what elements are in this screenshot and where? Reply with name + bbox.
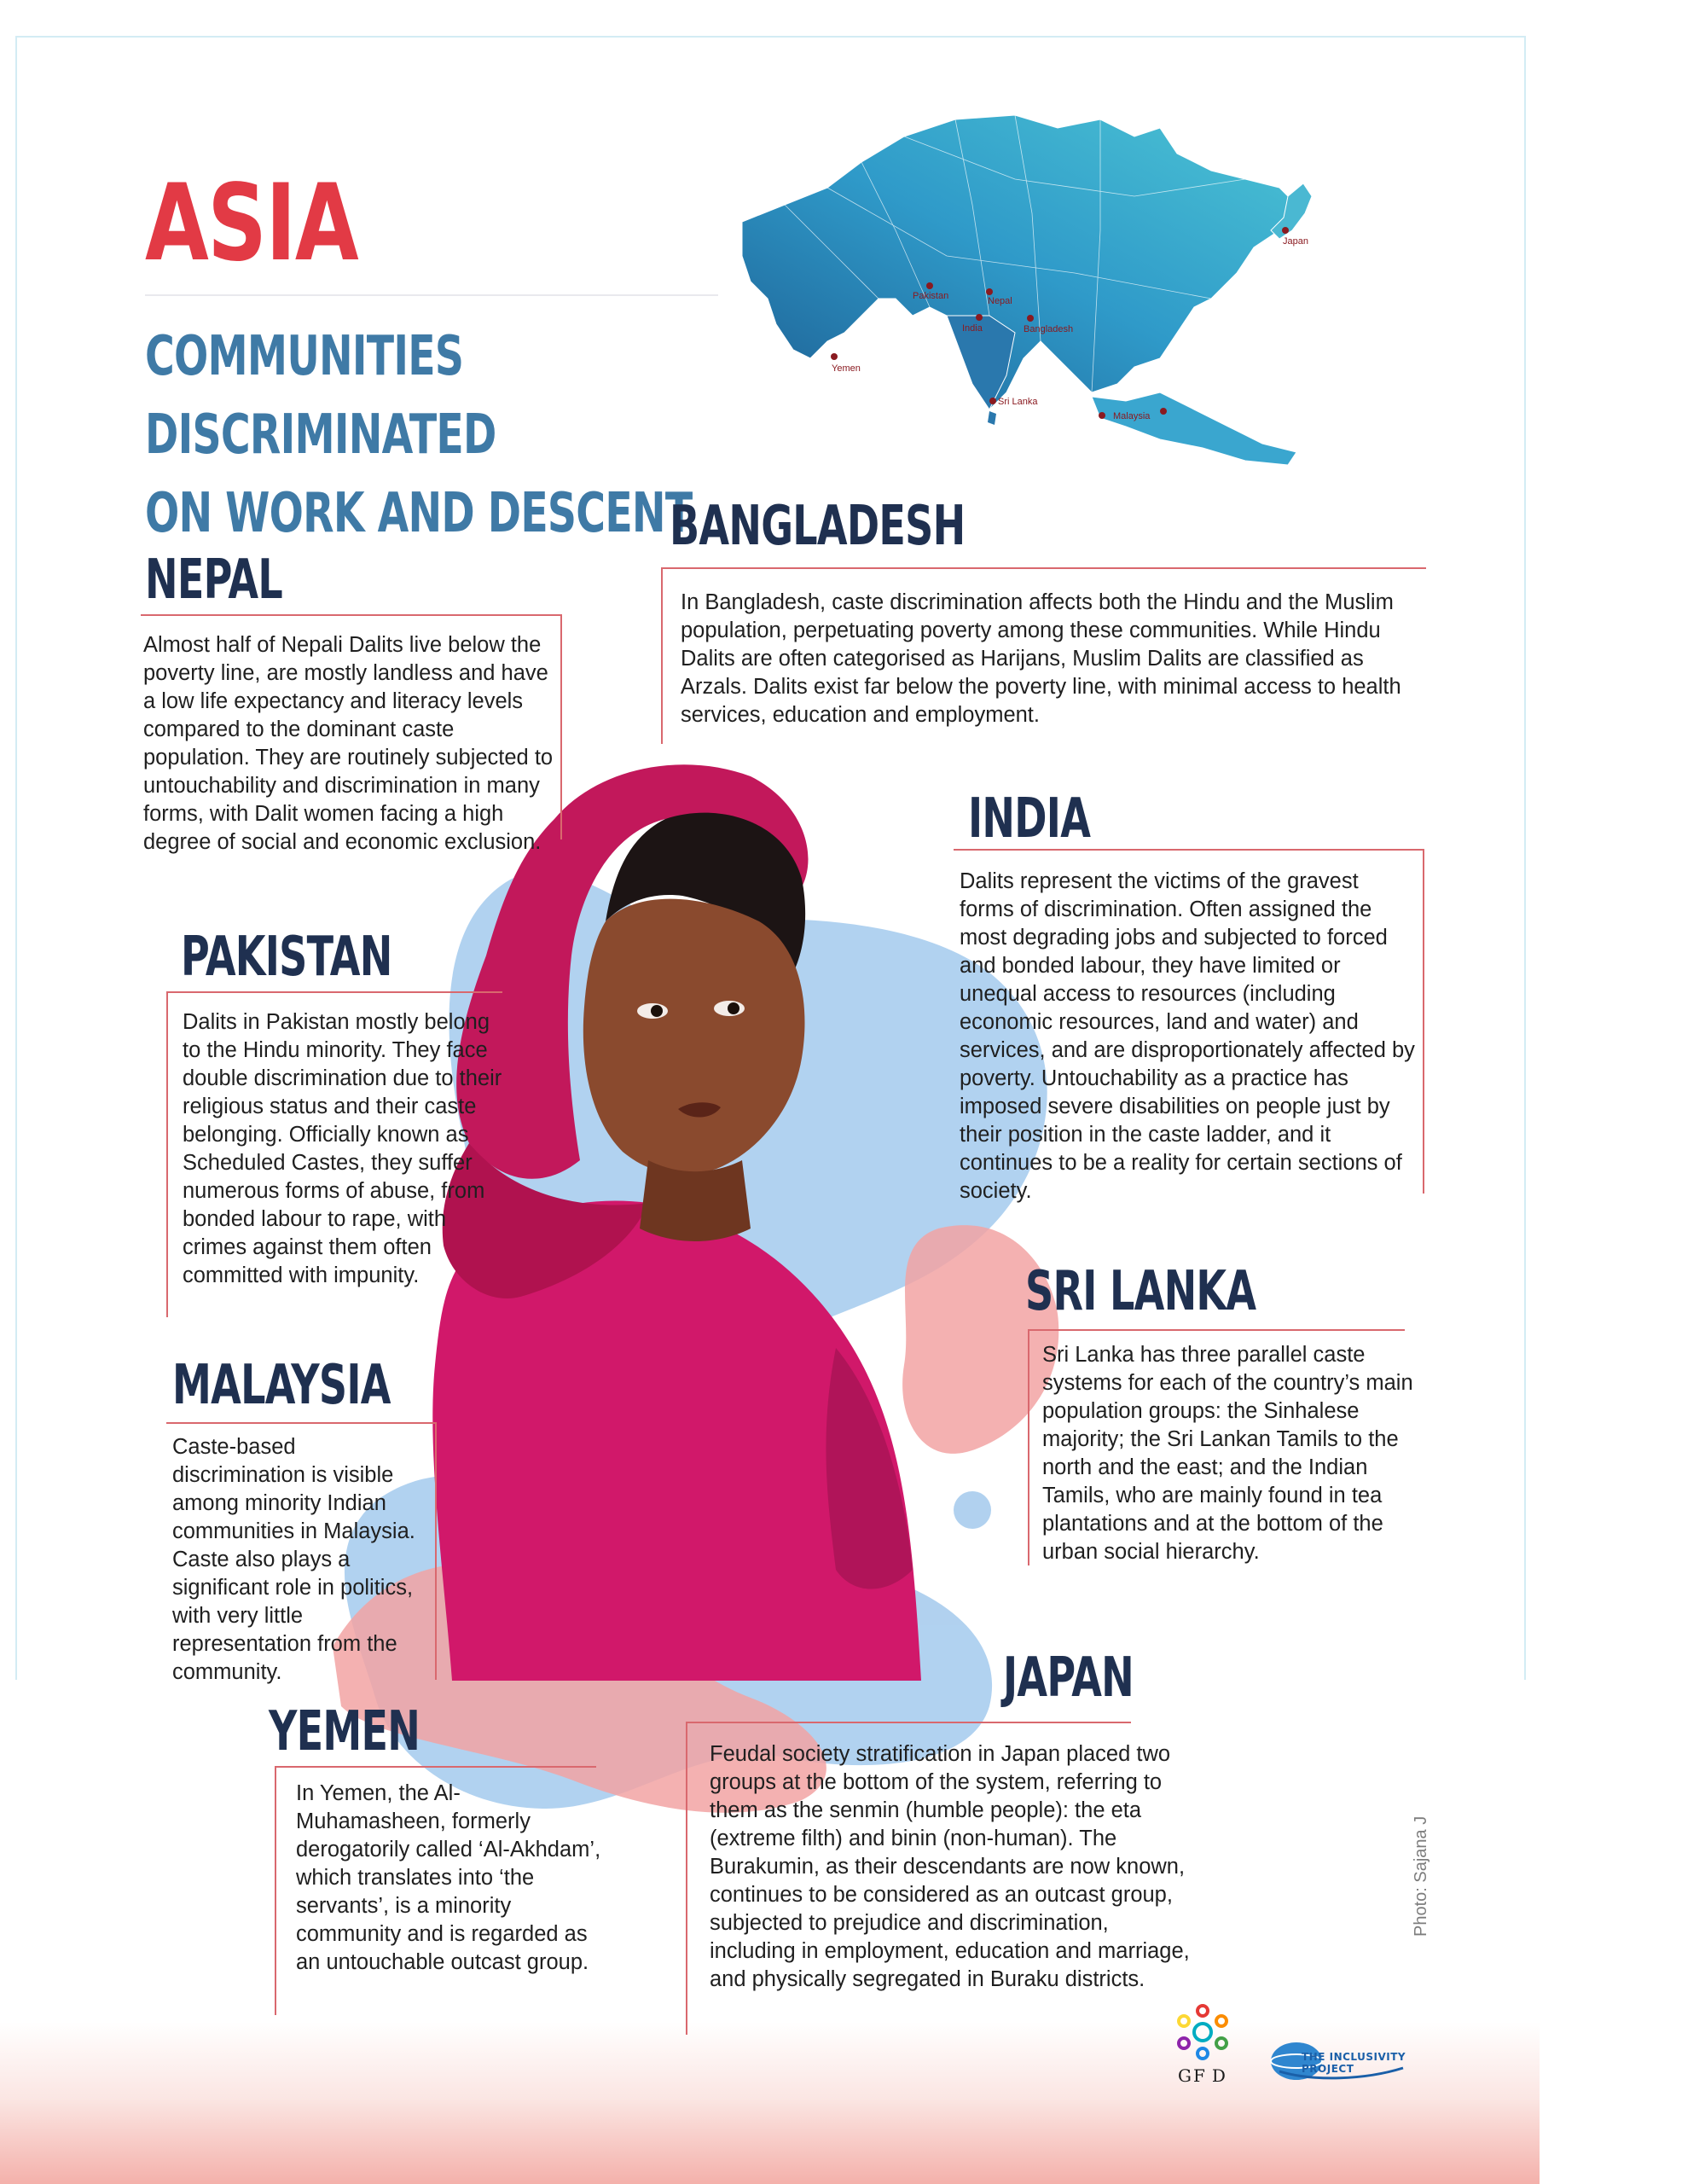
sri-lanka-heading: SRI LANKA <box>1025 1260 1256 1323</box>
map-label-malaysia: Malaysia <box>1113 411 1151 421</box>
map-label-bangladesh: Bangladesh <box>1024 324 1074 334</box>
map-label-nepal: Nepal <box>988 296 1012 306</box>
map-label-yemen: Yemen <box>832 363 861 374</box>
japan-text: Feudal society stratification in Japan placed two groups at the bottom of the system, referring to them as the senmin (humble people): the eta (extreme filth) and binin (non-human). The Burakumin, as their descendants are now known, continues to be considered as an outcast group, subjected to prejudice and discrimination, including in employment, education and marriage, and physically segregated in Buraku districts. <box>710 1742 1190 1991</box>
map-label-india: India <box>962 323 983 334</box>
map-label-pakistan: Pakistan <box>913 291 949 301</box>
asia-map <box>734 102 1365 495</box>
asia-map-graphic <box>734 102 1365 495</box>
nepal-text: Almost half of Nepali Dalits live below the poverty line, are mostly landless and have a low life expectancy and literacy levels compared to the dominant caste population. They are routinely subjected to untouchability and discrimination in many forms, with Dalit women facing a high degree of social and economic exclusion. <box>143 633 554 854</box>
nepal-heading: NEPAL <box>145 549 283 612</box>
photo-credit: Photo: Sajana J <box>1412 1815 1430 1937</box>
bangladesh-heading: BANGLADESH <box>670 495 966 558</box>
inclusivity-project-text: THE INCLUSIVITY PROJECT <box>1302 2051 1406 2075</box>
left-pupil <box>651 1005 663 1017</box>
japan-heading: JAPAN <box>1003 1647 1134 1710</box>
japan-marker <box>1282 227 1289 234</box>
india-heading: INDIA <box>968 787 1091 851</box>
bangladesh-marker <box>1027 315 1034 322</box>
page-title: ASIA <box>145 162 358 285</box>
inclusivity-project-logo <box>1262 2037 1407 2085</box>
yemen-heading: YEMEN <box>269 1700 420 1763</box>
title-divider <box>145 294 718 296</box>
malaysia-text: Caste-based discrimination is visible among minority Indian communities in Malaysia. Caste also plays a significant role in politics, with very little representation from the community. <box>172 1435 415 1684</box>
malaysia-marker-east <box>1160 408 1167 415</box>
malaysia-marker <box>1099 412 1105 419</box>
sri-lanka-marker <box>989 398 996 404</box>
sri-lanka-text: Sri Lanka has three parallel caste systems for each of the country’s main population groups: the Sinhalese majority; the Sri Lankan Tamils to the north and the east; and the Indian Tamils, who are mainly found in tea plantations and at the bottom of the urban social hierarchy. <box>1042 1343 1413 1564</box>
gfod-logo-text: GF D <box>1178 2065 1227 2086</box>
yemen-text: In Yemen, the Al-Muhamasheen, formerly derogatorily called ‘Al-Akhdam’, which translates into ‘the servants’, is a minority community and is regarded as an untouchable outcast group. <box>296 1781 601 1974</box>
pakistan-marker <box>926 282 933 289</box>
gfod-emblem-icon <box>1169 2001 1237 2065</box>
bangladesh-text: In Bangladesh, caste discrimination affects both the Hindu and the Muslim population, perpetuating poverty among these communities. While Hindu Dalits are often categorised as Harijans, Muslim Dalits are classified as Arzals. Dalits exist far below the poverty line, with minimal access to health services, education and employment. <box>681 590 1401 727</box>
southeast-asia-islands <box>1092 392 1296 465</box>
subtitle-line-2: ON WORK AND DESCENT <box>145 482 693 545</box>
malaysia-heading: MALAYSIA <box>172 1354 391 1417</box>
gfod-logo <box>1169 2001 1237 2086</box>
neck <box>640 1160 751 1241</box>
map-label-japan: Japan <box>1283 236 1308 247</box>
sri-lanka-island <box>988 411 996 425</box>
page-subtitle <box>145 317 745 553</box>
pakistan-heading: PAKISTAN <box>181 926 392 989</box>
map-label-sri-lanka: Sri Lanka <box>998 397 1038 407</box>
nepal-marker <box>986 288 993 295</box>
asia-landmass <box>742 115 1296 410</box>
right-pupil <box>728 1002 739 1014</box>
yemen-marker <box>831 353 838 360</box>
india-text: Dalits represent the victims of the gravest forms of discrimination. Often assigned the most degrading jobs and subjected to forced and bonded labour, they have limited or unequal access to resources (including economic resources, land and water) and services, and are disproportionately affected by poverty. Untouchability as a practice has imposed severe disabilities on people just by their position in the caste ladder, and it continues to be a reality for certain sections of society. <box>960 869 1415 1203</box>
subtitle-line-1: COMMUNITIES DISCRIMINATED <box>145 325 496 467</box>
india-marker <box>976 314 983 321</box>
pakistan-text: Dalits in Pakistan mostly belong to the Hindu minority. They face double discrimination due to their religious status and their caste belonging. Officially known as Scheduled Castes, they suffer numerous forms of abuse, from bonded labour to rape, with crimes against them often committed with impunity. <box>183 1010 502 1287</box>
